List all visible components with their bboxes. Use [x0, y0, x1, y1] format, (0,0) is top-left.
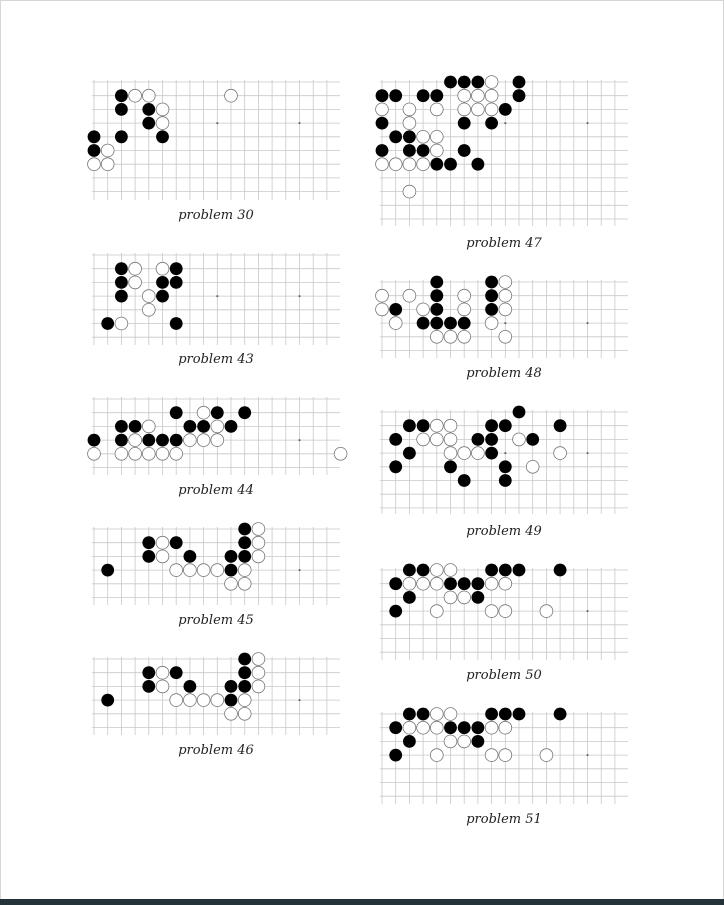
white-stone: [129, 262, 142, 275]
white-stone: [252, 523, 265, 536]
black-stone: [211, 406, 224, 419]
black-stone: [513, 564, 526, 577]
white-stone: [403, 577, 416, 590]
white-stone: [458, 289, 471, 302]
black-stone: [554, 564, 567, 577]
white-stone: [458, 591, 471, 604]
white-stone: [417, 577, 430, 590]
black-stone: [472, 433, 485, 446]
black-stone: [444, 460, 457, 473]
white-stone: [430, 721, 443, 734]
white-stone: [184, 694, 197, 707]
black-stone: [513, 76, 526, 89]
white-stone: [225, 577, 238, 590]
black-stone: [238, 550, 251, 563]
black-stone: [403, 130, 416, 143]
grid-lines: [380, 80, 628, 226]
white-stone: [197, 434, 210, 447]
black-stone: [156, 290, 169, 303]
black-stone: [170, 317, 183, 330]
black-stone: [458, 144, 471, 157]
white-stone: [238, 694, 251, 707]
black-stone: [417, 708, 430, 721]
star-point: [299, 295, 301, 297]
white-stone: [376, 303, 389, 316]
black-stone: [238, 666, 251, 679]
white-stone: [513, 433, 526, 446]
black-stone: [170, 434, 183, 447]
white-stone: [444, 564, 457, 577]
black-stone: [238, 653, 251, 666]
white-stone: [458, 735, 471, 748]
black-stone: [485, 708, 498, 721]
black-stone: [115, 262, 128, 275]
black-stone: [101, 694, 114, 707]
white-stone: [403, 721, 416, 734]
black-stone: [403, 144, 416, 157]
black-stone: [513, 406, 526, 419]
white-stone: [499, 276, 512, 289]
go-board-problem-47: [380, 80, 628, 226]
white-stone: [485, 749, 498, 762]
problem-caption: problem 45: [178, 613, 254, 628]
black-stone: [184, 550, 197, 563]
black-stone: [142, 103, 155, 116]
go-board-problem-45: [92, 527, 340, 605]
black-stone: [389, 577, 402, 590]
black-stone: [88, 144, 101, 157]
white-stone: [430, 330, 443, 343]
problem-caption: problem 50: [466, 668, 542, 683]
white-stone: [403, 158, 416, 171]
problem-caption: problem 30: [178, 208, 254, 223]
black-stone: [389, 460, 402, 473]
black-stone: [417, 89, 430, 102]
white-stone: [554, 447, 567, 460]
black-stone: [115, 103, 128, 116]
white-stone: [499, 289, 512, 302]
black-stone: [472, 721, 485, 734]
black-stone: [430, 89, 443, 102]
white-stone: [499, 303, 512, 316]
black-stone: [485, 564, 498, 577]
white-stone: [485, 317, 498, 330]
black-stone: [472, 735, 485, 748]
black-stone: [403, 564, 416, 577]
white-stone: [129, 434, 142, 447]
white-stone: [499, 605, 512, 618]
black-stone: [499, 419, 512, 432]
white-stone: [499, 577, 512, 590]
black-stone: [499, 564, 512, 577]
black-stone: [197, 420, 210, 433]
black-stone: [513, 708, 526, 721]
white-stone: [458, 89, 471, 102]
white-stone: [252, 666, 265, 679]
black-stone: [403, 419, 416, 432]
black-stone: [115, 420, 128, 433]
black-stone: [417, 317, 430, 330]
black-stone: [88, 130, 101, 143]
white-stone: [184, 434, 197, 447]
white-stone: [88, 447, 101, 460]
black-stone: [142, 550, 155, 563]
black-stone: [403, 735, 416, 748]
black-stone: [472, 158, 485, 171]
black-stone: [472, 591, 485, 604]
black-stone: [142, 117, 155, 130]
white-stone: [430, 749, 443, 762]
black-stone: [444, 317, 457, 330]
go-board-problem-44: [92, 397, 340, 475]
white-stone: [472, 447, 485, 460]
white-stone: [403, 289, 416, 302]
white-stone: [403, 117, 416, 130]
black-stone: [389, 303, 402, 316]
white-stone: [472, 89, 485, 102]
white-stone: [430, 564, 443, 577]
white-stone: [499, 749, 512, 762]
white-stone: [458, 330, 471, 343]
black-stone: [376, 89, 389, 102]
go-board-problem-51: [380, 712, 628, 804]
white-stone: [142, 89, 155, 102]
black-stone: [170, 276, 183, 289]
black-stone: [156, 276, 169, 289]
white-stone: [485, 605, 498, 618]
black-stone: [458, 317, 471, 330]
white-stone: [444, 591, 457, 604]
white-stone: [211, 694, 224, 707]
black-stone: [101, 564, 114, 577]
black-stone: [485, 276, 498, 289]
black-stone: [513, 89, 526, 102]
white-stone: [403, 103, 416, 116]
white-stone: [430, 130, 443, 143]
black-stone: [238, 523, 251, 536]
problem-caption: problem 49: [466, 524, 542, 539]
black-stone: [554, 419, 567, 432]
problem-caption: problem 44: [178, 483, 254, 498]
white-stone: [129, 89, 142, 102]
white-stone: [403, 185, 416, 198]
black-stone: [526, 433, 539, 446]
white-stone: [417, 303, 430, 316]
black-stone: [115, 130, 128, 143]
black-stone: [430, 158, 443, 171]
white-stone: [444, 419, 457, 432]
white-stone: [499, 721, 512, 734]
black-stone: [225, 564, 238, 577]
black-stone: [485, 289, 498, 302]
white-stone: [197, 694, 210, 707]
black-stone: [376, 117, 389, 130]
black-stone: [115, 290, 128, 303]
black-stone: [142, 536, 155, 549]
white-stone: [444, 433, 457, 446]
white-stone: [540, 605, 553, 618]
black-stone: [115, 434, 128, 447]
white-stone: [156, 536, 169, 549]
white-stone: [156, 666, 169, 679]
star-point: [299, 122, 301, 124]
black-stone: [499, 460, 512, 473]
black-stone: [389, 605, 402, 618]
black-stone: [485, 447, 498, 460]
white-stone: [142, 303, 155, 316]
white-stone: [430, 144, 443, 157]
white-stone: [430, 103, 443, 116]
white-stone: [430, 708, 443, 721]
white-stone: [184, 564, 197, 577]
black-stone: [389, 721, 402, 734]
black-stone: [485, 303, 498, 316]
black-stone: [458, 117, 471, 130]
star-point: [587, 754, 589, 756]
white-stone: [142, 447, 155, 460]
black-stone: [170, 666, 183, 679]
star-point: [216, 295, 218, 297]
white-stone: [88, 158, 101, 171]
black-stone: [142, 434, 155, 447]
black-stone: [389, 130, 402, 143]
white-stone: [252, 550, 265, 563]
star-point: [504, 452, 506, 454]
black-stone: [417, 144, 430, 157]
black-stone: [142, 680, 155, 693]
black-stone: [444, 158, 457, 171]
white-stone: [211, 420, 224, 433]
black-stone: [430, 289, 443, 302]
star-point: [587, 122, 589, 124]
star-point: [504, 122, 506, 124]
white-stone: [540, 749, 553, 762]
black-stone: [554, 708, 567, 721]
black-stone: [170, 406, 183, 419]
white-stone: [101, 158, 114, 171]
white-stone: [252, 653, 265, 666]
white-stone: [142, 420, 155, 433]
white-stone: [129, 447, 142, 460]
go-board-problem-49: [380, 410, 628, 514]
black-stone: [115, 276, 128, 289]
white-stone: [238, 577, 251, 590]
white-stone: [485, 103, 498, 116]
black-stone: [129, 420, 142, 433]
star-point: [216, 122, 218, 124]
black-stone: [225, 420, 238, 433]
white-stone: [170, 694, 183, 707]
black-stone: [458, 76, 471, 89]
black-stone: [238, 406, 251, 419]
black-stone: [444, 721, 457, 734]
black-stone: [389, 89, 402, 102]
black-stone: [238, 536, 251, 549]
white-stone: [115, 447, 128, 460]
go-board-problem-30: [92, 80, 340, 200]
black-stone: [485, 117, 498, 130]
white-stone: [444, 330, 457, 343]
problem-caption: problem 47: [466, 236, 542, 251]
black-stone: [389, 749, 402, 762]
white-stone: [485, 89, 498, 102]
bottom-bar: [0, 899, 724, 905]
white-stone: [458, 303, 471, 316]
black-stone: [472, 76, 485, 89]
white-stone: [156, 262, 169, 275]
white-stone: [430, 577, 443, 590]
go-board-problem-50: [380, 568, 628, 660]
black-stone: [430, 317, 443, 330]
star-point: [299, 439, 301, 441]
black-stone: [458, 721, 471, 734]
white-stone: [417, 130, 430, 143]
white-stone: [170, 564, 183, 577]
black-stone: [170, 536, 183, 549]
black-stone: [403, 447, 416, 460]
white-stone: [485, 577, 498, 590]
black-stone: [225, 694, 238, 707]
white-stone: [156, 550, 169, 563]
black-stone: [430, 276, 443, 289]
black-stone: [458, 474, 471, 487]
white-stone: [526, 460, 539, 473]
white-stone: [156, 117, 169, 130]
white-stone: [472, 103, 485, 116]
white-stone: [238, 564, 251, 577]
white-stone: [197, 406, 210, 419]
white-stone: [499, 330, 512, 343]
star-point: [299, 699, 301, 701]
black-stone: [403, 708, 416, 721]
white-stone: [252, 536, 265, 549]
black-stone: [499, 708, 512, 721]
black-stone: [499, 103, 512, 116]
black-stone: [238, 680, 251, 693]
star-point: [587, 322, 589, 324]
white-stone: [238, 707, 251, 720]
white-stone: [211, 434, 224, 447]
black-stone: [444, 577, 457, 590]
black-stone: [417, 419, 430, 432]
white-stone: [417, 158, 430, 171]
white-stone: [430, 419, 443, 432]
black-stone: [485, 419, 498, 432]
white-stone: [225, 707, 238, 720]
problem-caption: problem 51: [466, 812, 542, 827]
black-stone: [444, 76, 457, 89]
white-stone: [417, 721, 430, 734]
white-stone: [376, 158, 389, 171]
black-stone: [142, 666, 155, 679]
white-stone: [115, 317, 128, 330]
black-stone: [115, 89, 128, 102]
white-stone: [156, 680, 169, 693]
white-stone: [444, 447, 457, 460]
go-board-problem-43: [92, 253, 340, 345]
black-stone: [430, 303, 443, 316]
white-stone: [485, 721, 498, 734]
star-point: [587, 610, 589, 612]
white-stone: [458, 103, 471, 116]
white-stone: [142, 290, 155, 303]
white-stone: [197, 564, 210, 577]
white-stone: [170, 447, 183, 460]
white-stone: [211, 564, 224, 577]
star-point: [587, 452, 589, 454]
white-stone: [129, 276, 142, 289]
black-stone: [499, 474, 512, 487]
white-stone: [485, 76, 498, 89]
star-point: [299, 569, 301, 571]
white-stone: [225, 89, 238, 102]
white-stone: [376, 103, 389, 116]
black-stone: [170, 262, 183, 275]
white-stone: [156, 447, 169, 460]
black-stone: [403, 591, 416, 604]
white-stone: [156, 103, 169, 116]
black-stone: [417, 564, 430, 577]
white-stone: [444, 708, 457, 721]
problem-caption: problem 48: [466, 366, 542, 381]
white-stone: [430, 433, 443, 446]
white-stone: [334, 447, 347, 460]
black-stone: [225, 550, 238, 563]
white-stone: [430, 605, 443, 618]
black-stone: [101, 317, 114, 330]
white-stone: [444, 735, 457, 748]
black-stone: [184, 420, 197, 433]
white-stone: [389, 317, 402, 330]
star-point: [504, 322, 506, 324]
black-stone: [156, 130, 169, 143]
white-stone: [376, 289, 389, 302]
go-board-problem-48: [380, 280, 628, 358]
black-stone: [472, 577, 485, 590]
black-stone: [376, 144, 389, 157]
black-stone: [485, 433, 498, 446]
white-stone: [252, 680, 265, 693]
problem-caption: problem 46: [178, 743, 254, 758]
white-stone: [101, 144, 114, 157]
black-stone: [225, 680, 238, 693]
black-stone: [156, 434, 169, 447]
black-stone: [184, 680, 197, 693]
black-stone: [389, 433, 402, 446]
go-board-problem-46: [92, 657, 340, 735]
black-stone: [458, 577, 471, 590]
white-stone: [389, 158, 402, 171]
problem-caption: problem 43: [178, 352, 254, 367]
white-stone: [458, 447, 471, 460]
black-stone: [88, 434, 101, 447]
white-stone: [417, 433, 430, 446]
